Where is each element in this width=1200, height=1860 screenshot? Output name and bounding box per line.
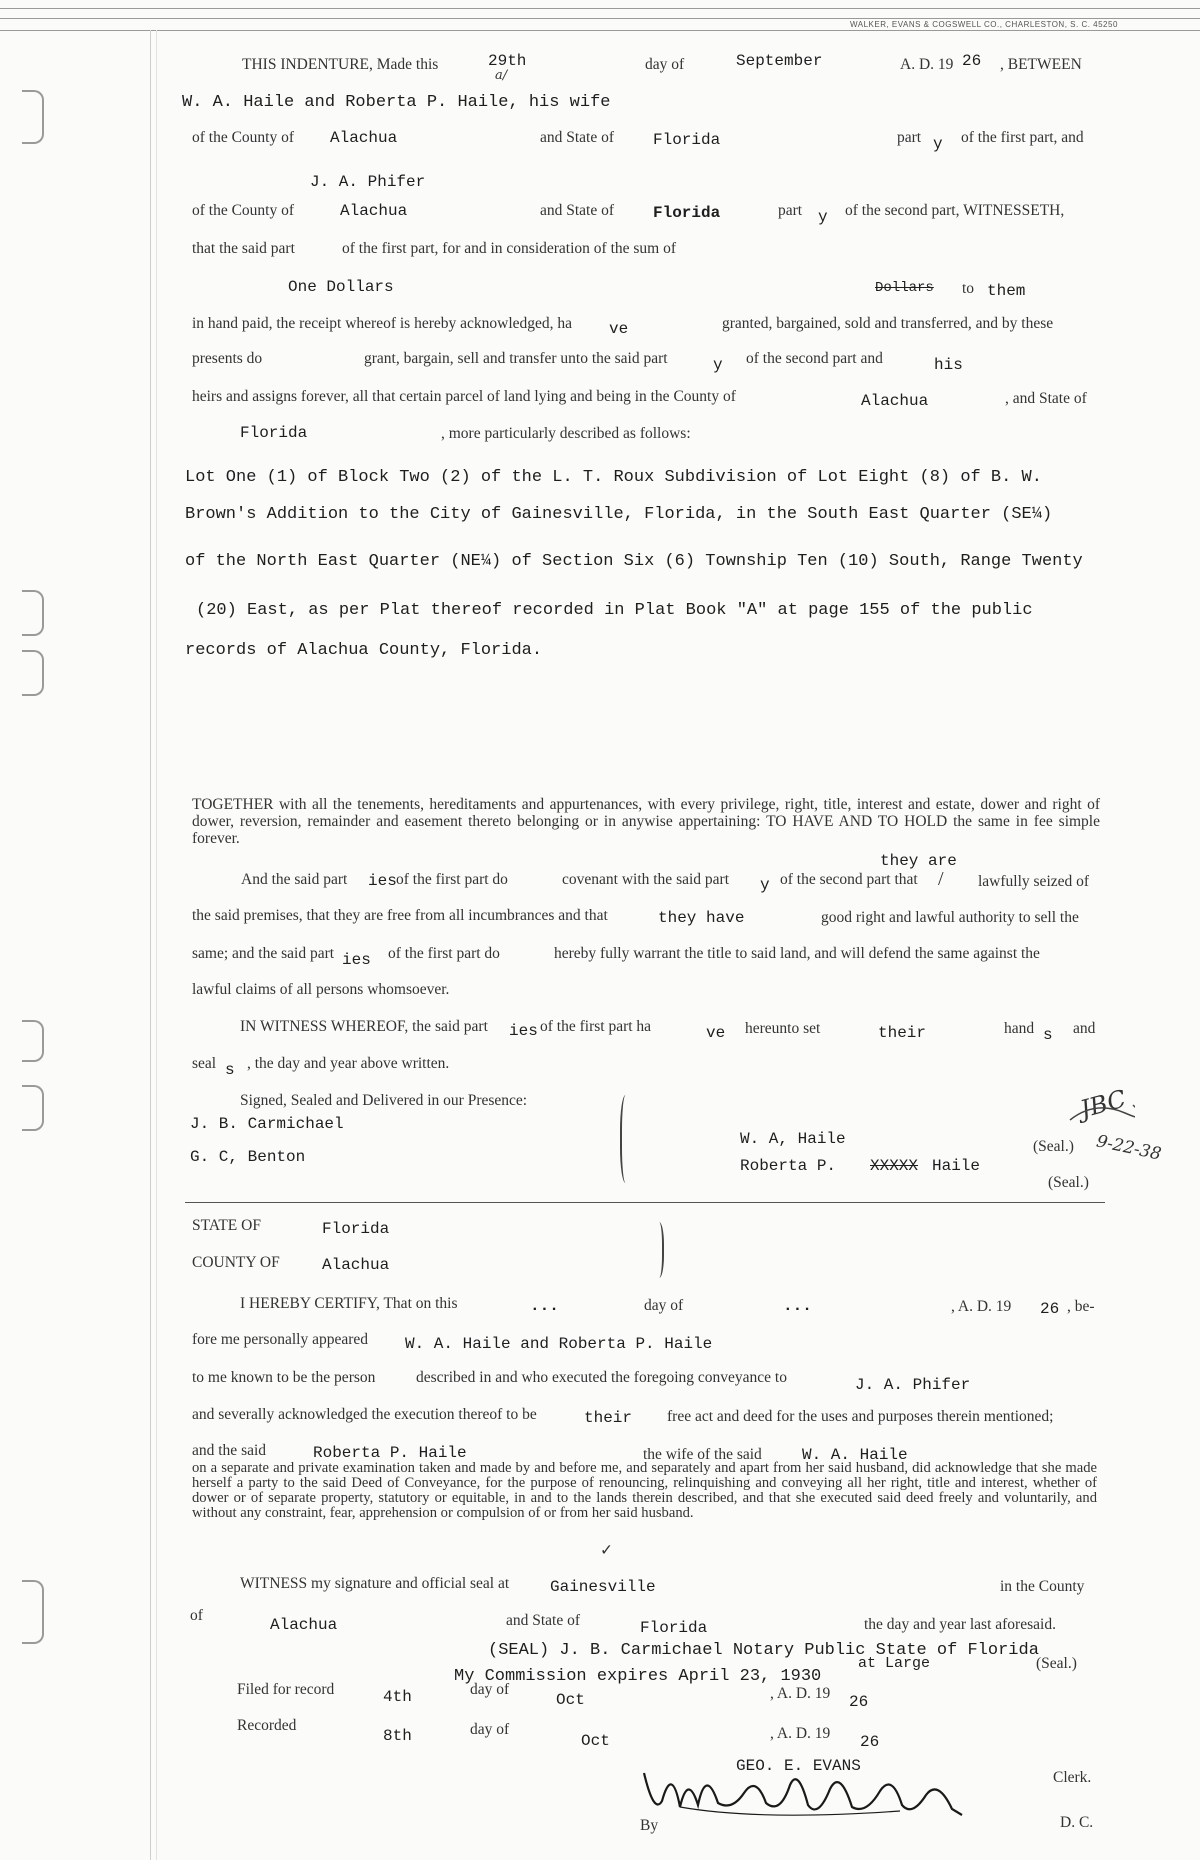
ack-check-mark: ✓ [600, 1542, 613, 1559]
margin-initials: JBC [1077, 1084, 1129, 1124]
consideration-sum: One Dollars [288, 278, 394, 296]
witness-ies: ies [509, 1022, 538, 1040]
first-part-label: of the first part, and [961, 129, 1084, 146]
ack-day-of: day of [644, 1297, 684, 1314]
ack-day: ... [530, 1297, 559, 1315]
deputy-signature-icon [640, 1755, 970, 1840]
recorded-month: Oct [581, 1732, 610, 1750]
binder-hole-icon [22, 90, 44, 144]
between-label: , BETWEEN [1000, 56, 1082, 73]
ack-county-2: Alachua [270, 1616, 338, 1634]
binder-hole-icon [22, 1020, 44, 1062]
top-rule [0, 8, 1200, 9]
second-part-label: of the second part, WITNESSETH, [845, 202, 1065, 219]
same-ies: ies [342, 951, 371, 969]
presents-1: presents do [192, 350, 263, 367]
indenture-opening: THIS INDENTURE, Made this [242, 56, 439, 73]
interlineation-mark: a/ [495, 68, 508, 83]
description-line: Brown's Addition to the City of Gainesville, Florida, in the South East Quarter (SE¼) [185, 505, 1053, 524]
printer-imprint: WALKER, EVANS & COGSWELL CO., CHARLESTON, S. C. 45250 [850, 20, 1118, 29]
ad-label: A. D. 19 [900, 56, 954, 73]
ack-county-label: COUNTY OF [192, 1254, 280, 1271]
ack-last: the day and year last aforesaid. [864, 1616, 1056, 1633]
seal-label: (Seal.) [1033, 1138, 1074, 1155]
ack-ad: , A. D. 19 [951, 1298, 1012, 1315]
consideration-2: of the first part, for and in consideration of the sum of [342, 240, 677, 257]
part-label: part [897, 129, 922, 146]
by-label: By [640, 1817, 659, 1834]
grantor-name: Haile [932, 1157, 981, 1175]
part-label-2: part [778, 202, 803, 219]
witness-ve: ve [706, 1024, 726, 1042]
ack-wife-of: the wife of the said [643, 1446, 762, 1463]
description-line: records of Alachua County, Florida. [185, 641, 543, 660]
same-1: same; and the said part [192, 945, 335, 962]
sum-to-whom: them [987, 282, 1026, 300]
ack-of: of [190, 1607, 203, 1624]
covenant-2: of the first part do [396, 871, 508, 888]
covenant-ies: ies [368, 872, 397, 890]
county-label: of the County of [192, 129, 295, 146]
first-state: Florida [653, 131, 721, 149]
ack-known: to me known to be the person [192, 1369, 376, 1386]
second-part-suffix: y [818, 208, 828, 226]
notary-seal-label: (Seal.) [1036, 1655, 1077, 1672]
witness-2: of the first part ha [540, 1018, 652, 1035]
recorded-day-of: day of [470, 1721, 510, 1738]
binder-hole-icon [22, 1085, 44, 1131]
ack-separate-examination: on a separate and private examination taken and made by and before me, and separately and apart from her said husband, did acknowledge that she made herself a party to the said Deed of Conveyance, for the purpose of renouncing, relinquishing and conveying all her right, title and interest, whether of dower or of separate property, statutory or equitable, in and to the lands therein described, and that she executed said deed freely and voluntarily, and without any constraint, fear, apprehension or compulsion of or from her said husband. [192, 1460, 1097, 1521]
filed-month: Oct [556, 1691, 585, 1709]
second-county: Alachua [340, 202, 408, 220]
filed-day: 4th [383, 1688, 412, 1706]
hand-word: hand [1004, 1020, 1035, 1037]
ack-wife: Roberta P. Haile [313, 1444, 467, 1462]
state-label-2: and State of [540, 202, 615, 219]
ack-free-act: free act and deed for the uses and purposes therein mentioned; [667, 1408, 1054, 1425]
sum-to: to [962, 280, 975, 297]
recorded-year: 26 [860, 1733, 880, 1751]
day-of-label: day of [645, 56, 685, 73]
covenant-4: of the second part that [780, 871, 918, 888]
clerk-name: GEO. E. EVANS [736, 1757, 861, 1775]
covenant-y: y [760, 876, 770, 894]
ack-fore: fore me personally appeared [192, 1331, 369, 1348]
same-2: of the first part do [388, 945, 500, 962]
granted-text: granted, bargained, sold and transferred, and by these [722, 315, 1054, 332]
first-county: Alachua [330, 129, 398, 147]
they-have: they have [658, 909, 745, 927]
description-line: of the North East Quarter (NE¼) of Section Six (6) Township Ten (10) South, Range Twenty [185, 552, 1083, 571]
first-party: W. A. Haile and Roberta P. Haile, his wife [182, 93, 611, 112]
state-label: and State of [540, 129, 615, 146]
initials-flourish-icon [1065, 1095, 1135, 1125]
grantor-name: W. A, Haile [740, 1130, 846, 1148]
ack-year: 26 [1040, 1300, 1060, 1318]
covenant-5: lawfully seized of [978, 873, 1090, 890]
filed-day-of: day of [470, 1681, 510, 1698]
second-state: Florida [653, 204, 721, 222]
ack-county: Alachua [322, 1256, 390, 1274]
their-word: their [878, 1024, 927, 1042]
paid-text: in hand paid, the receipt whereof is hereby acknowledged, ha [192, 315, 573, 332]
ack-state: Florida [322, 1220, 390, 1238]
witness-name: J. B. Carmichael [190, 1115, 344, 1133]
filed-label: Filed for record [237, 1681, 335, 1698]
ack-witness: WITNESS my signature and official seal at [240, 1575, 510, 1592]
ack-described: described in and who executed the foregoing conveyance to [416, 1369, 787, 1386]
indenture-day: 29th [488, 52, 527, 70]
grantor-struck: XXXXX [870, 1157, 919, 1175]
heirs-text: heirs and assigns forever, all that certain parcel of land lying and being in the County of [192, 388, 736, 405]
ack-grantee: J. A. Phifer [855, 1376, 971, 1394]
covenant-1: And the said part [241, 871, 348, 888]
premises-2: good right and lawful authority to sell the [821, 909, 1079, 926]
filed-year: 26 [849, 1693, 869, 1711]
filed-ad: , A. D. 19 [770, 1685, 831, 1702]
ack-state-2: Florida [640, 1619, 708, 1637]
recorded-day: 8th [383, 1727, 412, 1745]
witness-1: IN WITNESS WHEREOF, the said part [240, 1018, 488, 1035]
ack-and-said: and the said [192, 1442, 267, 1459]
covenant-3: covenant with the said part [562, 871, 730, 888]
county-label-2: of the County of [192, 202, 295, 219]
seal-rest: , the day and year above written. [247, 1055, 450, 1072]
deputy-clerk-label: D. C. [1060, 1814, 1094, 1831]
ack-month: ... [783, 1297, 812, 1315]
consideration-1: that the said part [192, 240, 295, 257]
hand-suffix: s [1043, 1026, 1053, 1044]
seal-label: (Seal.) [1048, 1174, 1089, 1191]
binder-hole-icon [22, 1580, 44, 1644]
presents-2: grant, bargain, sell and transfer unto the said part [364, 350, 668, 367]
signature-brace [620, 1095, 634, 1183]
witness-3: hereunto set [745, 1020, 821, 1037]
his-word: his [934, 356, 963, 374]
notary-commission: My Commission expires April 23, 1930 [454, 1667, 822, 1686]
sum-struck: Dollars [875, 280, 934, 296]
same-3: hereby fully warrant the title to said land, and will defend the same against the [554, 945, 1040, 962]
margin-line-2 [156, 30, 157, 1860]
land-county: Alachua [861, 392, 929, 410]
top-rule-2 [0, 18, 1200, 19]
and-state-of: , and State of [1005, 390, 1087, 407]
ack-certify: I HEREBY CERTIFY, That on this [240, 1295, 458, 1312]
description-line: Lot One (1) of Block Two (2) of the L. T. Roux Subdivision of Lot Eight (8) of B. W. [185, 468, 1042, 487]
recorded-ad: , A. D. 19 [770, 1725, 831, 1742]
ack-state-label: STATE OF [192, 1217, 261, 1234]
ack-in-county: in the County [1000, 1578, 1085, 1595]
covenant-caret: / [938, 868, 944, 890]
presents-3: of the second part and [746, 350, 883, 367]
margin-line [150, 30, 151, 1860]
notary-signature-line: (SEAL) J. B. Carmichael Notary Public State of Florida [488, 1641, 1039, 1660]
ack-place: Gainesville [550, 1578, 656, 1596]
indenture-month: September [736, 52, 823, 70]
seal-word: seal [192, 1055, 217, 1072]
together-clause: TOGETHER with all the tenements, hereditaments and appurtenances, with every privilege, right, title, interest and estate, dower and right of dower, reversion, remainder and easement thereto belonging or in anywise appertaining: TO HAVE AND TO HOLD the same in fee simple forever. [192, 796, 1100, 847]
land-state: Florida [240, 424, 308, 442]
indenture-year: 26 [962, 52, 982, 70]
paid-suffix: ve [609, 320, 629, 338]
signed-sealed: Signed, Sealed and Delivered in our Presence: [240, 1092, 528, 1109]
presents-suffix: y [713, 356, 723, 374]
grantor-name: Roberta P. [740, 1157, 837, 1175]
notary-at-large: at Large [858, 1655, 931, 1672]
part-suffix: y [933, 135, 943, 153]
witness-name: G. C, Benton [190, 1148, 306, 1166]
description-line: (20) East, as per Plat thereof recorded in Plat Book "A" at page 155 of the public [196, 601, 1033, 620]
ack-appeared: W. A. Haile and Roberta P. Haile [405, 1335, 713, 1353]
ack-be: , be- [1067, 1298, 1095, 1315]
ack-severally: and severally acknowledged the execution thereof to be [192, 1406, 537, 1423]
premises-1: the said premises, that they are free from all incumbrances and that [192, 907, 608, 924]
margin-date-note: 9-22-38 [1094, 1131, 1163, 1165]
and-word: and [1073, 1020, 1096, 1037]
venue-brace [652, 1222, 664, 1278]
ack-husband: W. A. Haile [802, 1446, 908, 1464]
described-as: , more particularly described as follows: [441, 425, 691, 442]
ack-their: their [584, 1409, 633, 1427]
section-divider [185, 1202, 1105, 1203]
binder-hole-icon [22, 590, 44, 636]
binder-hole-icon [22, 650, 44, 696]
clerk-label: Clerk. [1053, 1769, 1092, 1786]
ack-state-of: and State of [506, 1612, 581, 1629]
lawful-claims: lawful claims of all persons whomsoever. [192, 981, 450, 998]
they-are: they are [880, 852, 957, 870]
seal-suffix: s [225, 1061, 235, 1079]
recorded-label: Recorded [237, 1717, 297, 1734]
top-rule-3 [0, 30, 1200, 31]
second-party: J. A. Phifer [310, 173, 426, 191]
